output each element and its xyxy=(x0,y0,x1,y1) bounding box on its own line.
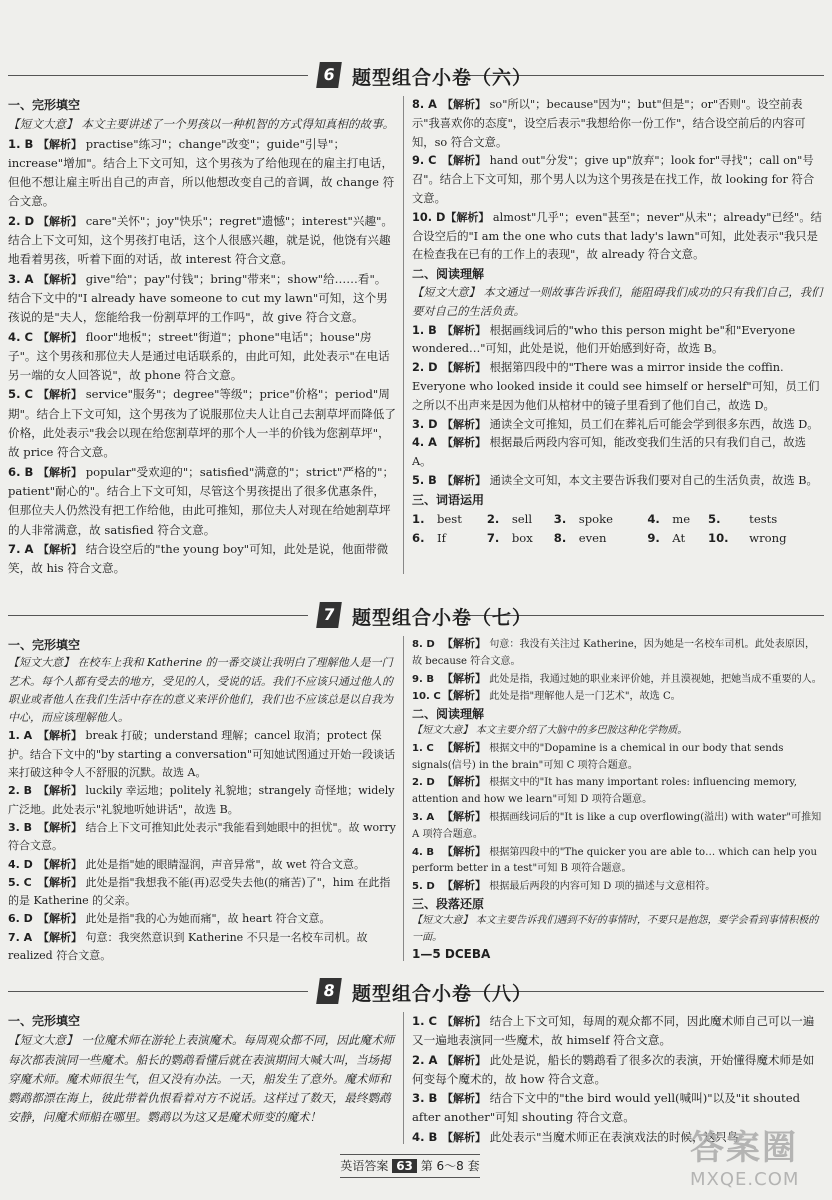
watermark-url: MXQE.COM xyxy=(690,1169,800,1190)
section-title: 题型组合小卷（六） xyxy=(352,67,533,89)
answer-item xyxy=(8,727,396,782)
analysis-text: 根据第四段中的"There was a mirror inside the coffin. Everyone who looked inside it could see himself or herself"可知，员工们之所以不出声来是因为他们从棺材中的镜子里看到了他们自己，故选 D。 xyxy=(412,361,820,412)
part-heading: 三、段落还原 xyxy=(412,896,485,911)
analysis-text: 句意：我没有关注过 Katherine，因为她是一名校车司机。此处表原因，故 because 符合文意。 xyxy=(412,639,816,667)
footer-range: 第 6～8 套 xyxy=(420,1159,480,1173)
analysis-text: 结合上下文可推知此处表示"我能看到她眼中的担忧"。故 worry 符合文意。 xyxy=(8,820,396,853)
blank-number: 8. xyxy=(553,530,567,545)
section-title: 题型组合小卷（八） xyxy=(352,983,533,1005)
part-heading: 一、完形填空 xyxy=(8,98,81,112)
answer-item xyxy=(8,463,396,540)
passage-summary: 【短文大意】 一位魔术师在游轮上表演魔术。每周观众都不同，因此魔术师每次都表演同一些魔术。船长的鹦鹉看懂后就在表演期间大喊大叫，当场揭穿魔术师。魔术师很生气，但又没有办法。一天，船发生了意外。魔术师和鹦鹉都漂在海上，彼此带着仇恨看着对方不说话。这样过了数天，最终鹦鹉安静，问魔术师船在哪里。鹦鹉以为这又是魔术师变的魔术！ xyxy=(8,1033,395,1125)
answer-item xyxy=(412,209,824,265)
question-number: 3. D xyxy=(412,417,438,431)
question-number: 3. A xyxy=(412,811,435,823)
analysis-tag: 【解析】 xyxy=(38,465,82,479)
column-divider xyxy=(403,96,404,574)
analysis-tag: 【解析】 xyxy=(442,417,486,431)
analysis-tag: 【解析】 xyxy=(442,1092,486,1106)
analysis-text: 通读全文可推知，员工们在葬礼后可能会学到很多东西，故选 D。 xyxy=(489,417,819,431)
analysis-text: 结合下文中的"the bird would yell(喊叫)"以及"it shouted after another"可知 shouting 符合文意。 xyxy=(412,1091,800,1125)
blank-number: 9. xyxy=(647,530,660,545)
analysis-text: hand out"分发"；give up"放弃"；look for"寻找"；call on"号召"。结合上下文可知，那个男人以为这个男孩是在找工作，故 looking for 符合文意。 xyxy=(412,154,815,205)
blank-number: 2. xyxy=(486,511,500,526)
question-number: 5. C xyxy=(8,875,32,889)
analysis-text: give"给"；pay"付钱"；bring"带来"；show"给……看"。结合下文中的"I already have someone to cut my lawn"可知，这个男孩说的是"夫人，您能给我一份割草坪的工作吗"，故 give 符合文意。 xyxy=(8,271,388,325)
answer-sequence: 1—5 DCEBA xyxy=(412,947,491,962)
answer-item xyxy=(412,1012,824,1051)
analysis-tag: 【解析】 xyxy=(442,323,486,337)
analysis-text: break 打破；understand 理解；cancel 取消；protect 保护。结合下文中的"by starting a conversation"可知她试图通过开始一段谈话来打破这种令人不舒服的沉默。故选 A。 xyxy=(8,729,396,780)
analysis-text: 结合设空后的"the young boy"可知，此处是说，他面带微笑，故 his 符合文意。 xyxy=(8,541,389,576)
page-footer xyxy=(340,1154,480,1178)
answer-item xyxy=(412,740,824,775)
question-number: 2. D xyxy=(412,361,438,375)
blank-number: 1. xyxy=(412,511,425,526)
question-number: 6. B xyxy=(8,464,34,479)
question-number: 10. D xyxy=(412,210,446,224)
analysis-tag: 【解析】 xyxy=(38,784,82,798)
question-number: 1. C xyxy=(412,742,434,754)
question-number: 5. C xyxy=(8,387,34,402)
watermark-text: 答案圈 xyxy=(690,1128,798,1168)
question-number: 3. B xyxy=(412,1091,438,1106)
question-number: 1. A xyxy=(8,729,33,743)
question-number: 5. B xyxy=(412,473,437,487)
question-number: 2. D xyxy=(8,213,35,228)
analysis-text: so"所以"；because"因为"；but"但是"；or"否则"。设空前表示"我喜欢你的态度"，设空后表示"我想给你一份工作"，结合设空前后的内容可知，so 符合文意。 xyxy=(412,98,806,149)
answer-item xyxy=(412,774,824,809)
analysis-tag: 【解析】 xyxy=(442,1053,486,1067)
answer-item xyxy=(8,874,396,911)
answer-item xyxy=(412,636,824,671)
blank-answer: If xyxy=(436,530,446,545)
answer-item xyxy=(412,878,824,896)
analysis-text: 此处是指"她的眼睛湿润，声音异常"，故 wet 符合文意。 xyxy=(85,857,365,871)
blank-answer: box xyxy=(511,530,533,545)
blank-answer: even xyxy=(578,530,607,545)
section-8-header xyxy=(0,976,832,1008)
analysis-text: 此处是指，我通过她的职业来评价她，并且漠视她，把她当成不重要的人。 xyxy=(489,673,822,685)
answer-item xyxy=(412,688,824,706)
question-number: 9. B xyxy=(412,673,435,685)
answer-item xyxy=(8,910,396,928)
blank-answer: best xyxy=(436,511,462,526)
question-number: 7. A xyxy=(8,541,34,556)
question-number: 9. C xyxy=(412,154,437,168)
part-heading: 二、阅读理解 xyxy=(412,707,485,722)
part-heading: 二、阅读理解 xyxy=(412,267,485,282)
passage-summary: 【短文大意】 本文主要告诉我们遇到不好的事情时，不要只是抱怨，要学会看到事情积极的一面。 xyxy=(412,914,819,943)
question-number: 10. C xyxy=(412,691,441,703)
analysis-tag: 【解析】 xyxy=(442,473,486,487)
answer-item xyxy=(412,416,824,435)
question-number: 1. C xyxy=(412,1014,438,1028)
section-6-right-column xyxy=(412,96,824,548)
answer-item xyxy=(8,135,396,212)
blank-answer: spoke xyxy=(578,511,613,526)
analysis-text: 此处是指"我想我不能(再)忍受失去他(的痛苦)了"，him 在此指的是 Katherine 的父亲。 xyxy=(8,875,391,908)
analysis-tag: 【解析】 xyxy=(442,637,486,650)
blank-answer: me xyxy=(672,511,691,526)
answer-item xyxy=(8,782,396,819)
answer-item xyxy=(8,212,396,270)
blank-answer: sell xyxy=(511,511,533,526)
column-divider xyxy=(403,1012,404,1144)
analysis-tag: 【解析】 xyxy=(38,388,82,402)
answer-item xyxy=(412,809,824,844)
analysis-tag: 【解析】 xyxy=(442,775,486,789)
blank-number: 4. xyxy=(647,511,660,526)
blank-number: 6. xyxy=(412,530,425,545)
answer-item xyxy=(8,856,396,874)
analysis-text: 根据文中的"Dopamine is a chemical in our body that sends signals(信号) in the brain"可知 C 项符合题意。 xyxy=(412,742,784,771)
question-number: 7. A xyxy=(8,930,33,944)
analysis-tag: 【解析】 xyxy=(38,272,82,286)
question-number: 2. A xyxy=(412,1052,438,1067)
section-number-badge: 8 xyxy=(316,978,342,1004)
analysis-text: 句意：我突然意识到 Katherine 不只是一名校车司机。故 realized 符合文意。 xyxy=(8,930,368,963)
question-number: 1. B xyxy=(8,136,34,151)
analysis-text: 根据最后两段内容可知，能改变我们生活的只有我们自己，故选 A。 xyxy=(412,436,806,469)
question-number: 2. D xyxy=(412,777,435,789)
answer-item xyxy=(8,929,396,966)
analysis-text: 根据画线词后的"who this person might be"和"Everyone wondered…"可知，此处是说，他们开始感到好奇，故选 B。 xyxy=(412,323,796,356)
answer-item xyxy=(412,152,824,208)
word-usage-answers xyxy=(412,510,824,548)
question-number: 5. D xyxy=(412,881,435,893)
analysis-tag: 【解析】 xyxy=(445,210,490,224)
analysis-tag: 【解析】 xyxy=(38,729,82,743)
analysis-tag: 【解析】 xyxy=(442,844,486,858)
column-divider xyxy=(403,636,404,961)
analysis-text: popular"受欢迎的"；satisfied"满意的"；strict"严格的"；patient"耐心的"。结合上下文可知，尽管这个男孩提出了很多优惠条件，但那位夫人仍然没有把工作给他，由此可推知，那位夫人对现在给她割草坪的人非常满意，故 satisfied 符合文意。 xyxy=(8,464,395,537)
question-number: 3. B xyxy=(8,820,33,834)
answer-item xyxy=(412,96,824,152)
passage-summary: 【短文大意】 本文主要介绍了大脑中的多巴胺这种化学物质。 xyxy=(412,724,688,736)
passage-summary: 【短文大意】 在校车上我和 Katherine 的一番交谈让我明白了理解他人是一门艺术。每个人都有受去的地方，受见的人，受说的话。我们不应该只通过他人的职业或者他人在我们生活中存在的意义来评价他们，我们也不应该总是以自我为中心，而应该理解他人。 xyxy=(8,656,393,725)
answer-item xyxy=(412,472,824,491)
analysis-text: 根据最后两段的内容可知 D 项的描述与文意相符。 xyxy=(489,881,716,893)
analysis-tag: 【解析】 xyxy=(442,98,486,111)
blank-answer: At xyxy=(672,530,686,545)
passage-summary: 【短文大意】 本文通过一则故事告诉我们，能阻碍我们成功的只有我们自己，我们要对自己的生活负责。 xyxy=(412,285,823,318)
question-number: 8. D xyxy=(412,639,435,650)
section-number-badge: 7 xyxy=(316,602,342,628)
part-heading: 一、完形填空 xyxy=(8,638,81,652)
answer-item xyxy=(8,819,396,856)
analysis-text: practise"练习"；change"改变"；guide"引导"；increase"增加"。结合上下文可知，这个男孩为了给他现在的雇主打电话，但他不想让雇主听出自己的声音，所以他想改变自己的音调，故 change 符合文意。 xyxy=(8,136,395,209)
answer-item xyxy=(412,844,824,879)
question-number: 4. C xyxy=(8,329,34,344)
analysis-text: 此处是指"理解他人是一门艺术"，故选 C。 xyxy=(489,691,681,703)
answer-item xyxy=(8,328,396,386)
analysis-text: 根据第四段中的"The quicker you are able to… which can help you perform better in a test"可知 B 项符合题意。 xyxy=(412,846,817,875)
analysis-tag: 【解析】 xyxy=(38,912,82,926)
analysis-tag: 【解析】 xyxy=(442,154,486,168)
analysis-tag: 【解析】 xyxy=(38,857,82,871)
analysis-tag: 【解析】 xyxy=(442,879,486,893)
question-number: 3. A xyxy=(8,271,34,286)
blank-number: 7. xyxy=(486,530,500,545)
analysis-tag: 【解析】 xyxy=(442,740,486,754)
answer-item xyxy=(8,270,396,328)
analysis-tag: 【解析】 xyxy=(38,542,82,556)
analysis-text: floor"地板"；street"街道"；phone"电话"；house"房子"。这个男孩和那位夫人是通过电话联系的，由此可知，此处表示"在电话另一端的女人回答说"，故 phone 符合文意。 xyxy=(8,329,390,383)
analysis-tag: 【解析】 xyxy=(442,1015,486,1028)
section-7-right-column xyxy=(412,636,824,963)
analysis-text: luckily 幸运地；politely 礼貌地；strangely 奇怪地；widely 广泛地。此处表示"礼貌地听她讲话"，故选 B。 xyxy=(8,784,395,816)
blank-number: 3. xyxy=(553,511,567,526)
analysis-tag: 【解析】 xyxy=(38,820,82,834)
analysis-tag: 【解析】 xyxy=(442,436,486,450)
section-number-badge: 6 xyxy=(316,62,342,88)
section-6-header xyxy=(0,60,832,92)
answer-item xyxy=(412,359,824,415)
analysis-text: care"关怀"；joy"快乐"；regret"遗憾"；interest"兴趣"。结合上下文可知，这个男孩打电话，这个人很感兴趣，就是说，他饶有兴趣地看着男孩，听着下面的对话，故 interest 符合文意。 xyxy=(8,213,394,267)
answer-item xyxy=(412,1051,824,1090)
analysis-text: 结合上下文可知，每周的观众都不同，因此魔术师自己可以一遍又一遍地表演同一些魔术，故 himself 符合文意。 xyxy=(412,1014,815,1048)
question-number: 4. D xyxy=(8,857,33,871)
analysis-tag: 【解析】 xyxy=(442,361,486,375)
question-number: 6. D xyxy=(8,912,33,926)
analysis-text: 此处是指"我的心为她而痛"，故 heart 符合文意。 xyxy=(85,912,331,926)
analysis-tag: 【解析】 xyxy=(442,689,486,703)
question-number: 4. B xyxy=(412,846,435,858)
question-number: 1. B xyxy=(412,323,437,337)
analysis-tag: 【解析】 xyxy=(442,1130,486,1144)
analysis-tag: 【解析】 xyxy=(442,809,486,823)
footer-subject: 英语答案 xyxy=(340,1159,389,1173)
section-6-left-column xyxy=(8,96,396,578)
question-number: 4. B xyxy=(412,1129,438,1144)
answer-item xyxy=(8,385,396,462)
analysis-tag: 【解析】 xyxy=(38,214,82,228)
question-number: 4. A xyxy=(412,436,437,450)
section-title: 题型组合小卷（七） xyxy=(352,607,533,629)
blank-answer: wrong xyxy=(749,530,787,545)
question-number: 8. A xyxy=(412,98,437,111)
analysis-text: 此处表示"当魔术师正在表演戏法的时候，这只鸟 xyxy=(489,1129,739,1144)
section-8-left-column xyxy=(8,1012,396,1128)
section-7-left-column xyxy=(8,636,396,965)
analysis-tag: 【解析】 xyxy=(442,671,486,685)
analysis-text: 此处是说，船长的鹦鹉看了很多次的表演，开始懂得魔术师是如何变每个魔术的，故 how 符合文意。 xyxy=(412,1052,815,1086)
analysis-text: 根据文中的"It has many important roles: influencing memory, attention and how we learn"可知 D 项符合题意。 xyxy=(412,777,797,806)
watermark-logo xyxy=(690,1120,820,1190)
analysis-text: 通读全文可知，本文主要告诉我们要对自己的生活负责，故选 B。 xyxy=(489,473,818,487)
answer-item xyxy=(8,540,396,579)
part-heading: 一、完形填空 xyxy=(8,1014,81,1028)
answer-item xyxy=(412,671,824,689)
answer-item xyxy=(412,322,824,360)
answer-item xyxy=(412,434,824,472)
analysis-tag: 【解析】 xyxy=(38,930,82,944)
analysis-tag: 【解析】 xyxy=(38,875,82,889)
analysis-text: almost"几乎"；even"甚至"；never"从未"；already"已经"。结合设空后的"I am the one who cuts that lady's lawn"可知，此处表示"我只是在检查我在已有的工作上的表现"，故 already 符合文意。 xyxy=(412,210,822,262)
question-number: 2. B xyxy=(8,784,33,798)
page-number: 63 xyxy=(392,1159,417,1173)
blank-answer: tests xyxy=(749,511,778,526)
blank-number: 10. xyxy=(708,530,729,545)
blank-number: 5. xyxy=(708,511,721,526)
analysis-text: 根据画线词后的"It is like a cup overflowing(溢出) with water"可推知 A 项符合题意。 xyxy=(412,811,822,840)
passage-summary: 【短文大意】 本文主要讲述了一个男孩以一种机智的方式得知真相的故事。 xyxy=(8,117,395,132)
analysis-tag: 【解析】 xyxy=(38,137,82,151)
analysis-tag: 【解析】 xyxy=(38,330,82,344)
analysis-text: service"服务"；degree"等级"；price"价格"；period"周期"。结合上下文可知，这个男孩为了说服那位夫人让自己去割草坪而降低了价格，此处表示"我会以现在给您割草坪的那个人一半的价钱为您割草坪"，故 price 符合文意。 xyxy=(8,387,396,460)
section-7-header xyxy=(0,600,832,632)
part-heading: 三、词语运用 xyxy=(412,492,485,507)
